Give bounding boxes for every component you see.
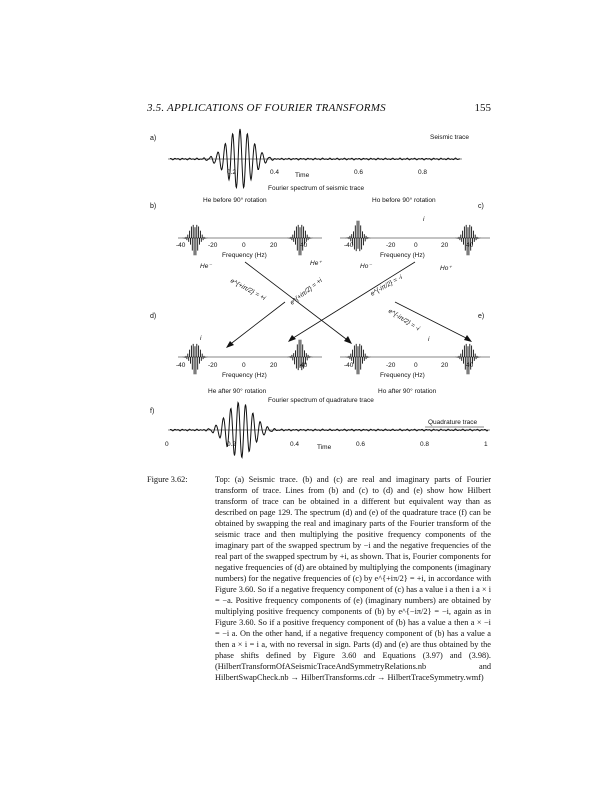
spectrum-title: Fourier spectrum of seismic trace (268, 185, 365, 192)
panel-b-tick-2: 0 (242, 242, 246, 249)
panel-c-tick-0: -40 (344, 242, 354, 249)
panel-f-tick-0: 0 (165, 441, 169, 448)
panel-c-xlabel: Frequency (Hz) (380, 252, 425, 259)
panel-f-tick-1: 0.2 (227, 441, 237, 448)
panel-d-tick-3: 20 (270, 362, 278, 369)
panel-d-tick-2: 0 (242, 362, 246, 369)
panel-f-tick-3: 0.6 (356, 441, 366, 448)
caption-label: Figure 3.62: (147, 475, 188, 484)
panel-e-xlabel: Frequency (Hz) (380, 372, 425, 379)
panel-d-title: He after 90° rotation (208, 388, 267, 395)
arrowhead-b-to-e (344, 336, 352, 344)
panel-a-tick-3: 0.8 (418, 169, 428, 176)
panel-a-tick-1: 0.4 (270, 169, 280, 176)
panel-e-title: Ho after 90° rotation (378, 388, 437, 395)
panel-e-label: e) (478, 313, 485, 320)
panel-d-xlabel: Frequency (Hz) (222, 372, 267, 379)
panel-b-tick-4: 40 (300, 242, 308, 249)
panel-d-mark: i (200, 335, 202, 342)
arrow-b-to-e (245, 262, 350, 342)
panel-e-tick-1: -20 (386, 362, 396, 369)
arrow-to-d (228, 302, 285, 346)
panel-a-time-label: Time (295, 172, 310, 179)
seismic-trace-waveform (170, 129, 460, 188)
panel-f-tick-4: 0.8 (420, 441, 430, 448)
he-plus-label: He⁺ (310, 260, 322, 267)
ho-plus-label: Ho⁺ (440, 265, 452, 272)
panel-c-tick-2: 0 (414, 242, 418, 249)
ho-minus-label: Ho⁻ (360, 263, 372, 270)
panel-d-tick-4: 40 (300, 362, 308, 369)
swap-arrows (226, 262, 472, 348)
quad-spectrum-title: Fourier spectrum of quadrature trace (268, 397, 374, 404)
arrowhead-c-to-d (288, 335, 296, 342)
panel-c-title: Ho before 90° rotation (372, 197, 436, 204)
panel-b-spectrum (182, 225, 312, 255)
panel-f-time-label: Time (317, 444, 332, 451)
panel-a-label: a) (150, 135, 157, 142)
panel-f-title: Quadrature trace (428, 419, 478, 426)
panel-d-tick-0: -40 (176, 362, 186, 369)
he-minus-label: He⁻ (200, 263, 212, 270)
panel-d-tick-1: -20 (208, 362, 218, 369)
arrowhead-to-e (464, 335, 472, 342)
panel-b-title: He before 90° rotation (203, 197, 267, 204)
panel-b-tick-3: 20 (270, 242, 278, 249)
operator-4: e^{-iπ/2} = -i (386, 307, 421, 333)
panel-a-tick-2: 0.6 (354, 169, 364, 176)
figure-caption (147, 474, 491, 683)
panel-a-title: Seismic trace (430, 134, 470, 141)
panel-d-label: d) (150, 313, 157, 320)
panel-f-label: f) (150, 408, 155, 415)
operator-2: e^{+iπ/2} = +i (288, 277, 324, 307)
panel-c-tick-3: 20 (441, 242, 449, 249)
panel-c-tick-1: -20 (386, 242, 396, 249)
panel-e-tick-2: 0 (414, 362, 418, 369)
panel-f-tick-2: 0.4 (290, 441, 300, 448)
section-title: 3.5. APPLICATIONS OF FOURIER TRANSFORMS (147, 102, 386, 114)
panel-e-tick-0: -40 (344, 362, 354, 369)
panel-e-tick-4: 40 (466, 362, 474, 369)
panel-f-tick-5: 1 (484, 441, 488, 448)
panel-e-mark: i (428, 336, 430, 343)
panel-b-xlabel: Frequency (Hz) (222, 252, 267, 259)
panel-c-tick-4: 40 (466, 242, 474, 249)
caption-text: Top: (a) Seismic trace. (b) and (c) are real and imaginary parts of Fourier transform of trace. Lines from (b) and (c) to (d) and (e) show how Hilbert transform of trace can be obtained in a different but equivalent way than as described on page 129. The spectrum (d) and (e) of the quadrature trace (f) can be obtained by swapping the real and imaginary parts of the Fourier transform of the seismic trace and then multiplying the positive frequency components of the imaginary part of the swapped spectrum by −i and the negative frequencies of the real part of the swapped spectrum by +i, as shown. That is, Fourier components for negative frequencies of (d) are obtained by multiplying the components (imaginary numbers) for the negative frequencies of (c) by e^{+iπ/2} = +i, in accordance with Figure 3.60. So if a negative frequency component of (c) has a value i a then i a × i = −a. Positive frequency components of (e) (imaginary numbers) are obtained by multiplying positive frequency components of (b) by e^{−iπ/2} = −i, again as in Figure 3.60. So if a positive frequency component of (b) has a value a then a × −i = −i a. On the other hand, if a negative frequency component of (b) has a value a then a × i = i a, with no reversal in sign. Parts (d) and (e) are thus obtained by the phase shifts defined by Figure 3.60 and Equations (3.97) and (3.98). (HilbertTransformOfASeismicTraceAndSymmetryRelations.nb and HilbertSwapCheck.nb → HilbertTransforms.cdr → HilbertTraceSymmetry.wmf) (215, 475, 492, 682)
panel-b-tick-1: -20 (208, 242, 218, 249)
arrow-c-to-d (290, 262, 415, 340)
operator-3: e^{-iπ/2} = -i (369, 273, 404, 298)
panel-c-label: c) (478, 203, 484, 210)
page-number: 155 (474, 102, 491, 114)
operator-1: e^{+iπ/2} = +i (229, 277, 267, 302)
panel-b-label: b) (150, 203, 157, 210)
panel-b-tick-0: -40 (176, 242, 186, 249)
panel-e-spectrum (345, 344, 480, 374)
panel-c-mark: i (423, 216, 425, 223)
panel-a-tick-0: 0.2 (227, 169, 237, 176)
panel-e-tick-3: 20 (441, 362, 449, 369)
